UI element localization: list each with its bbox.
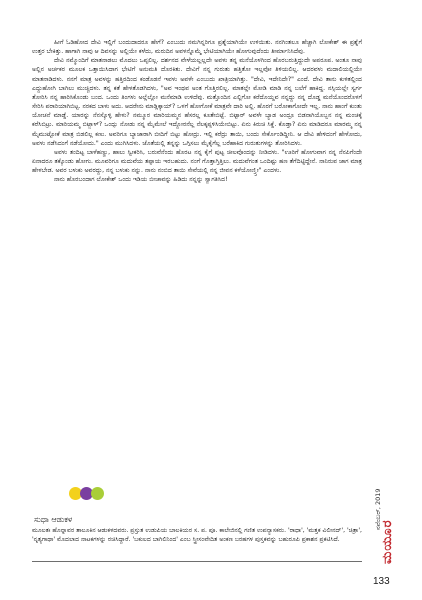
story-paragraph-3: ಅವಳು ತಂದಿಟ್ಟ ಬಾಳೆಹಣ್ಣು, ಹಾಲು ಸ್ವೀಕರಿಸಿ, ಬರುವೆನೆಂದು ಹೊರಟ ನನ್ನ ಕೈಗೆ ಪುಟ್ಟ ಚೀಲವೊಂದನ್ನು ನೀಡಿದಳು. "ಊರಿಗೆ ಹೋಗುವಾಗ ನನ್ನ ನೆನಪಿಗೆಂದೇ ಏನಾದರೂ ತಕ್ಕೊಂಡು ಹೋಗು. ಮೂವರಿಗೂ ಮದುವೆಯ ತಪ್ಪಾಯ ಇರಬಹುದು. ನಂಗೆ ಗೊತ್ತಾಗ್ತಿತ್ತಿಲು. ಮದುವೆಗಂತ ಒಂದಿಷ್ಟು ಹಣ ತೆಗೆದಿಟ್ಟಿದ್ದೇನೆ. ನಾನಿರುವ ಜಾಗ ಮಾತ್ರ ಹೇಳಬೇಡ. ಅವರ ಬಳುಕು ಅವರದ್ದು, ನನ್ನ ಬಳುಕು ನನ್ನು. ನಾನು ನಂಬಿದ ತಾಯಿ ಸೇವೆಯಲ್ಲಿ ನನ್ನ ಜೀವನ ಕಳೆಯೋಣ್ತ್ತೀ" ಎಂದಳು. <box>32 148 362 175</box>
story-paragraph-1: ಹೀಗೆ ಓಡಿಹೋದ ದೇವಿ ಇಲ್ಲಿಗೆ ಬಂದುದಾದರೂ ಹೇಗೆ? ಎಂಬುದು ನಮಗಿನ್ನರಿಗೂ ಪ್ರಶ್ನೆಯಾಗಿಯೇ ಉಳಿಯಿತು. ನನಗಿಂತಲೂ ಹೆಚ್ಚಾಗಿ ಲೋಕೇಶ್ ಈ ಪ್ರಶ್ನೆಗೆ ಉತ್ತರ ಬೇಕಿತ್ತು. ಹಾಗಾಗಿ ನಾವು ಆ ದಿವಸನ್ನು ಅಲ್ಲಿಯೇ ಕಳೆದು, ಮರುದಿನ ಅವಳನ್ನೊಮ್ಮೆ ಭೇಟಿಯಾಗಿಯೇ ಹೋಗುವುದೆಂದು ತೀರ್ಮಾನಿಸಿದೆವು. <box>32 39 362 56</box>
story-body <box>32 38 362 185</box>
story-paragraph-2: ದೇವಿ ನಮ್ಮೊಂದಿಗೆ ಮಾತನಾಡಲು ಮೊದಲು ಒಪ್ಪಲಿಲ್ಲ. ದರ್ಶನದ ವೇಳೆಯಲ್ಲಲ್ಲದೇ ಅವಳು ತನ್ನ ಮನೆಯೊಳಗಿಂದ ಹೊರಬರುತ್ತಿದ್ದುದೇ ಅಪರೂಪ. ಅಂತೂ ನಾವು ಅಲ್ಲಿನ ಅರ್ಚಕರ ಮೂಲಕ ಒತ್ತಾಯಿಸಿದಾಗ ಭೇಟಿಗೆ ಅನುಮತಿ ದೊರಕಿತು. ದೇವಿಗೆ ನನ್ನ ಗುರುತು ಹತ್ತಿತೋ ಇಲ್ಲವೋ ತಿಳಿಯಲಿಲ್ಲ. ಆದರವಳು ಮದಾಲಿಯಲ್ಲಿಯೇ ಮಾತನಾಡಿದಳು. ನನಗೆ ಮಾತ್ರ ಅವಳನ್ನು ಹತ್ತಿರದಿಂದ ಕಂಡೊಡನೆ ಇವಳು ಅವಳೇ ಎಂಬುದು ಖಾತ್ರಿಯಾಗಿತ್ತು. "ದೇವಿ, ಇದೇನಿದೇ?" ಎಂದೆ. ದೇವಿ ತಾನು ಕುಳಿತಲ್ಲಿಂದ ಎದ್ದುಹೋಗಿ ಬಾಗಿಲು ಮುಚ್ಚಿದಳು. ತನ್ನ ಕತೆ ಹೇಳತೊಡಗಿದಳು, "ಅವ ಇಂಥವ ಅಂತ ಗೊತ್ತಿರಲಿಲ್ಲ. ಮಾತಲ್ಲೇ ಮೋಡಿ ಮಾಡಿ ನನ್ನ ಬಲೆಗೆ ಹಾಕಿದ್ದ. ನಸ್ಸಿಯಲ್ಲೇ ಸ್ವರ್ಗ ತೋರಿಸಿ ನನ್ನ ಹಾರಿಸಿಕೊಂಡು ಬಂದ. ಒಂದು ತಿಂಗಳು ಅಲ್ಲೆಲ್ಲೋ ಮನೆಮಾಡಿ ಉಳಿದೆವು. ಮತ್ತೊಂದಿನ ಎಲ್ಲಿಗೋ ಕರೆದೊಯ್ದವ ನನ್ನದ್ದು ನನ್ನ ದೊಡ್ಡ ಮನೆಯೊಂದರೊಳಗೆ ಸೇರಿಸಿ ಪರಾರಿಯಾಗಿಬಿಟ್ಟ. ನರಕದ ಬಾಳು ಅದು. ಆದರೇನು ಮಾಡ್ಲಿಕ್ಕಾಯ್? ಒಳಗೆ ಹೋಗೋಕೆ ಮಾತ್ರವೇ ದಾರಿ ಅಲ್ಲಿ. ಹೊರಗೆ ಬರೋಕಾಗೋದೇ ಇಲ್ಲ. ನಾನು ಹಾಂಗೆ ಕುಂತು ಯೋಚನೆ ಮಾಡ್ದೆ. ಯಾರನ್ನು ನೆನಸ್ಕೊಳ್ಳಿ ಹೇಳು? ನಮ್ಮೂರ ಮಾರಿಯಮ್ಮನ ಹೆಸರಲ್ಲ ಕೂತೇಬಿಟ್ಟೆ. ಬಿಟ್ಟಾರ್ ಅವಳೇ ಬ್ಯಾಡ ಅಂದ್ರೂ ಬಿಡನಾಗಿಯೊಬ್ಬನ ನನ್ನ ಮಂಚಕ್ಕೆ ಕರೆಸಿಬಿಟ್ರು. ಮಾರಿಯಮ್ಮ ಬಿಟ್ಬಾಳ್? ಒಂದ್ಸು ನೋಡು ನನ್ನ ಮೈಮೇಲೆ ಇದ್ದೋರನೆಲ್ಲ ನೆಲಕ್ಕಪ್ಪಳಿಸಿಯೇಬಿಟ್ಟು. ಏನು ಕಿರುಚಿ ಸಿಕ್ದೆ. ಕೊಡ್ತಾ? ಏನು ಮಾಡಿದರೂ ಮಾರಮ್ಮ ನನ್ನ ಮೈಮುಟ್ಟೋಕೆ ಮಾತ್ರ ಬಿಡಲಿಲ್ಲ ಕಣು. ಅವರಿಗೂ ಬ್ಯಾಜಾರಾಗಿ ಬೀದಿಗೆ ಬಿಟ್ಟು ಹೋದ್ರು. ಇಲ್ಲಿ ಕರೆದ್ರು ತಾಯಿ, ಬಂದು ಸೇರ್ಕೊಂಡಿದ್ದೀನಿ. ಆ ದೇವಿ ಹೇಳಿದಂಗೆ ಹೇಳೋದು, ಅವಳು ನಡೆಸಿದಂಗೆ ನಡೆಯೋದು." ಎಂದು ಮುಗಿಸಿದಳು. ಜೊತೆಯಲ್ಲಿ ತನ್ನನ್ನು ಒಗ್ಗಿಸಲು ಮೈಕೈಗೆಲ್ಲ ಬರೆಹಾಕಿದ ಗುರುತುಗಳನ್ನು ತೋರಿಸಿದಳು. <box>32 57 362 147</box>
footer-divider <box>32 561 362 562</box>
story-paragraph-4: ನಾನು ಹೊರಬಂದಾಗ ಲೋಕೇಶ್ ಒಂದು ಇಡಿಯ ಬೀಚಾವನ್ನು ಹಿಡಿದು ನನ್ನನ್ನು ಸ್ವಾಗತಿಸಿದ! <box>54 176 228 184</box>
author-name: ಸುಧಾ ಆಡುಕಳ <box>34 515 73 524</box>
author-bio: ಮೂಲತಃ ಹೊನ್ನಾವರ ತಾಲೂಕಿನ ಆಡುಕಳದವರು. ಪ್ರಸ್ತುತ ಉಡುಪಿಯ ಬಾಲಕಿಯರ ಸ. ಪ. ಪೂ. ಕಾಲೇಜಿನಲ್ಲಿ ಗಣಿತ ಉಪನ್ಯಾಸಕರು. 'ರಾಧಾ', 'ಮತ್ತಕ ವಿಲೀನದ್', 'ಚಿತ್ರಾ', 'ನೃತ್ಯಗಾಥಾ' ಮೊದಲಾದ ನಾಟಕಗಳನ್ನು ರಚಿಸಿದ್ದಾರೆ. 'ಬಕುಲದ ಬಾಗಿಲಿನಿಂದ' ಎಂಬ ಸ್ತ್ರೀಸಂವೇದಿತ ಅಂಕಣ ಬರಹಗಳ ಪುಸ್ತಕವನ್ನು ಬಹುರೂಪಿ ಪ್ರಕಾಶನ ಪ್ರಕಟಿಸಿದೆ. <box>32 527 362 544</box>
page-number: 133 <box>373 576 390 587</box>
green-dot-icon <box>91 487 104 500</box>
decorative-dots <box>69 486 104 500</box>
magazine-name: ಮಯೂರ <box>380 519 395 564</box>
issue-date: ನವೆಂಬರ್, 2019 <box>374 488 382 530</box>
